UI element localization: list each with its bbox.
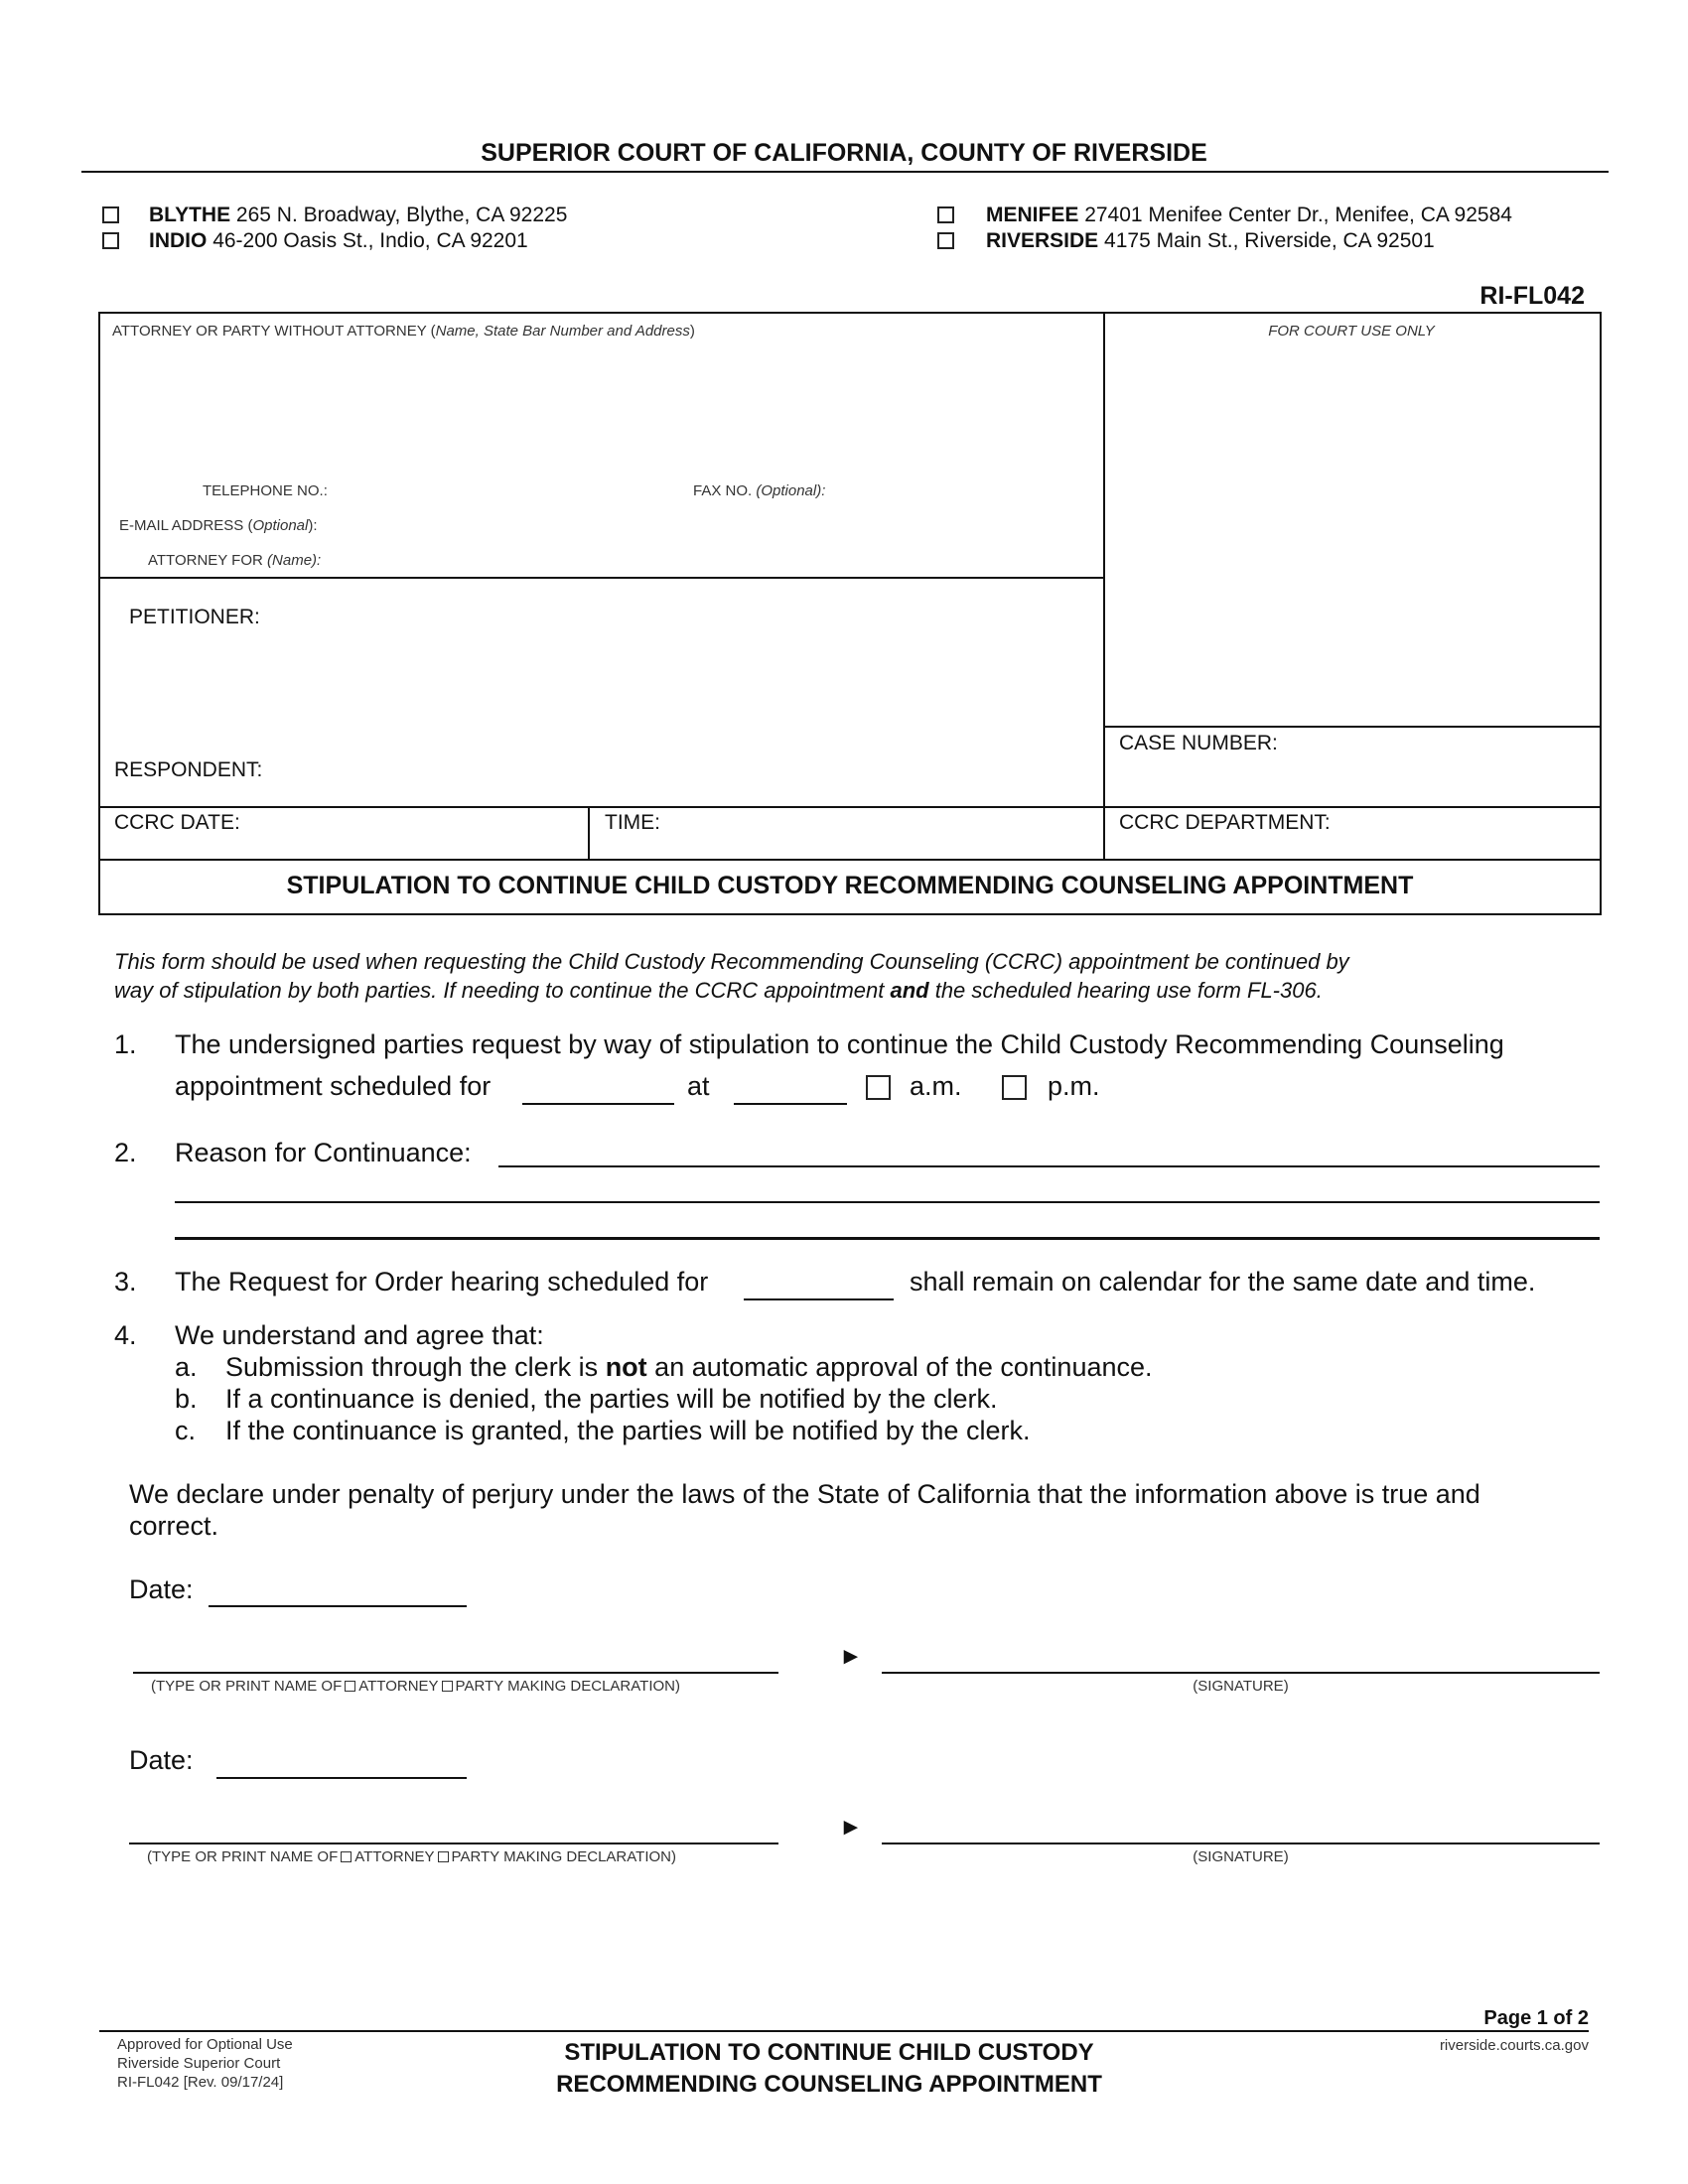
appointment-time-field[interactable] (734, 1103, 847, 1105)
date-field-1[interactable] (209, 1605, 467, 1607)
footer-rule (99, 2030, 1589, 2032)
page-number: Page 1 of 2 (1483, 2007, 1589, 2029)
caption-box (98, 312, 1602, 915)
form-title: STIPULATION TO CONTINUE CHILD CUSTODY RECOMMENDING COUNSELING APPOINTMENT (286, 872, 1414, 899)
am-label: a.m. (910, 1071, 962, 1101)
declaration-line-2: correct. (129, 1511, 219, 1541)
ccrc-date-label: CCRC DATE: (114, 811, 240, 834)
riverside-name: RIVERSIDE (986, 229, 1099, 252)
riverside-location (986, 229, 1435, 253)
email-label-text: E-MAIL ADDRESS ( (119, 517, 253, 534)
name-caption-1 (151, 1678, 680, 1695)
email-label (119, 517, 318, 534)
ccrc-date-divider (588, 806, 590, 860)
reason-line-2[interactable] (175, 1201, 1600, 1203)
item-4b-letter: b. (175, 1384, 198, 1414)
attorney-label-italic: Name, State Bar Number and Address (435, 323, 690, 340)
intro-line-2 (114, 976, 1349, 1005)
footer-website[interactable]: riverside.courts.ca.gov (1439, 2037, 1589, 2054)
blythe-location (149, 204, 567, 227)
name-field-2[interactable] (129, 1843, 778, 1844)
signature-field-1[interactable] (882, 1672, 1600, 1674)
blythe-address: 265 N. Broadway, Blythe, CA 92225 (235, 204, 568, 226)
appointment-date-field[interactable] (522, 1103, 674, 1105)
item-3-end: shall remain on calendar for the same date and time. (910, 1267, 1536, 1297)
intro-line-2c: the scheduled hearing use form FL-306. (928, 978, 1323, 1003)
item-2-number: 2. (114, 1138, 137, 1167)
item-1-line-1: The undersigned parties request by way of stipulation to continue the Child Custody Recommending Counseling (175, 1029, 1504, 1059)
footer-approved: Approved for Optional Use (117, 2036, 293, 2053)
blythe-name: BLYTHE (149, 204, 231, 226)
date-label-2: Date: (129, 1745, 194, 1775)
fax-label-text: FAX NO. (693, 482, 753, 499)
respondent-label: RESPONDENT: (114, 758, 263, 781)
attorney-label-text: ATTORNEY OR PARTY WITHOUT ATTORNEY ( (112, 323, 436, 340)
fax-label (693, 482, 825, 499)
name-caption-1-b: ATTORNEY (358, 1678, 439, 1695)
item-4c-letter: c. (175, 1416, 197, 1445)
name-caption-2 (147, 1848, 676, 1865)
indio-address: 46-200 Oasis St., Indio, CA 92201 (212, 229, 528, 252)
menifee-location (986, 204, 1512, 227)
footer-court: Riverside Superior Court (117, 2055, 281, 2072)
intro-line-2a: way of stipulation by both parties. If needing to continue the CCRC appointment (114, 978, 891, 1003)
item-4b-text: If a continuance is denied, the parties will be notified by the clerk. (225, 1384, 998, 1414)
case-number-top-rule (1103, 726, 1600, 728)
item-1-line-2: appointment scheduled for (175, 1071, 492, 1101)
attorney-for-name: (Name): (267, 552, 322, 569)
footer-rev: RI-FL042 [Rev. 09/17/24] (117, 2074, 284, 2091)
name-field-1[interactable] (133, 1672, 778, 1674)
riverside-checkbox[interactable] (937, 232, 954, 249)
blythe-checkbox[interactable] (102, 206, 119, 223)
petitioner-label: PETITIONER: (129, 606, 260, 628)
signature-caption-2: (SIGNATURE) (1193, 1848, 1289, 1865)
riverside-address: 4175 Main St., Riverside, CA 92501 (1104, 229, 1435, 252)
menifee-address: 27401 Menifee Center Dr., Menifee, CA 92584 (1084, 204, 1512, 226)
attorney-for-label (148, 552, 321, 569)
item-1-number: 1. (114, 1029, 137, 1059)
declaration-text (129, 1478, 1480, 1542)
item-3-text: The Request for Order hearing scheduled for (175, 1267, 709, 1297)
menifee-name: MENIFEE (986, 204, 1079, 226)
menifee-checkbox[interactable] (937, 206, 954, 223)
footer-approval (117, 2035, 293, 2092)
attorney-bottom-rule (98, 577, 1104, 579)
item-4a-not: not (605, 1352, 647, 1382)
footer-title-line-2: RECOMMENDING COUNSELING APPOINTMENT (556, 2071, 1102, 2098)
court-title: SUPERIOR COURT OF CALIFORNIA, COUNTY OF RIVERSIDE (481, 139, 1207, 167)
pm-label: p.m. (1048, 1071, 1100, 1101)
attorney-for-text: ATTORNEY FOR (148, 552, 263, 569)
item-1-at: at (687, 1071, 710, 1101)
indio-name: INDIO (149, 229, 208, 252)
time-label: TIME: (605, 811, 660, 834)
fax-optional: (Optional): (756, 482, 826, 499)
signature-caption-1: (SIGNATURE) (1193, 1678, 1289, 1695)
name-caption-2-a: (TYPE OR PRINT NAME OF (147, 1848, 339, 1865)
header-rule (81, 171, 1609, 173)
item-4c-text: If the continuance is granted, the parties will be notified by the clerk. (225, 1416, 1031, 1445)
item-4a-post: an automatic approval of the continuance. (646, 1352, 1153, 1382)
date-label-1: Date: (129, 1574, 194, 1604)
arrow-2: ► (839, 1814, 863, 1841)
indio-checkbox[interactable] (102, 232, 119, 249)
intro-line-1: This form should be used when requesting the Child Custody Recommending Counseling (CCRC) appointment be continued by (114, 949, 1349, 974)
attorney-label-end: ) (689, 323, 695, 340)
item-4a-letter: a. (175, 1352, 198, 1382)
reason-line-1[interactable] (498, 1165, 1600, 1167)
email-optional: Optional (252, 517, 309, 534)
am-checkbox[interactable] (866, 1075, 891, 1100)
email-label-end: ): (308, 517, 318, 534)
footer-title (467, 2037, 1192, 2101)
title-row-top-rule (98, 859, 1600, 861)
indio-location (149, 229, 528, 253)
ccrc-department-label: CCRC DEPARTMENT: (1119, 811, 1331, 834)
party-checkbox-2[interactable] (438, 1851, 449, 1862)
intro-and: and (890, 978, 929, 1003)
name-caption-2-b: ATTORNEY (354, 1848, 435, 1865)
hearing-date-field[interactable] (744, 1298, 894, 1300)
arrow-1: ► (839, 1643, 863, 1670)
court-use-label: FOR COURT USE ONLY (1268, 323, 1435, 340)
name-caption-2-c: PARTY MAKING DECLARATION) (451, 1848, 676, 1865)
case-number-label: CASE NUMBER: (1119, 732, 1278, 754)
name-caption-1-c: PARTY MAKING DECLARATION) (455, 1678, 680, 1695)
form-code: RI-FL042 (1479, 282, 1585, 310)
telephone-label: TELEPHONE NO.: (203, 482, 328, 499)
attorney-label (112, 323, 695, 340)
item-2-text: Reason for Continuance: (175, 1138, 472, 1167)
signature-field-2[interactable] (882, 1843, 1600, 1844)
caption-vertical-divider (1103, 312, 1105, 860)
footer-title-line-1: STIPULATION TO CONTINUE CHILD CUSTODY (564, 2039, 1094, 2066)
intro-text (114, 947, 1349, 1005)
declaration-line-1: We declare under penalty of perjury under the laws of the State of California that the information above is true and (129, 1479, 1480, 1509)
date-field-2[interactable] (216, 1777, 467, 1779)
attorney-checkbox-1[interactable] (345, 1681, 355, 1692)
reason-line-3[interactable] (175, 1237, 1600, 1240)
item-4a-pre: Submission through the clerk is (225, 1352, 606, 1382)
item-4-text: We understand and agree that: (175, 1320, 544, 1350)
item-4a-text (225, 1352, 1153, 1383)
attorney-checkbox-2[interactable] (341, 1851, 352, 1862)
item-3-number: 3. (114, 1267, 137, 1297)
name-caption-1-a: (TYPE OR PRINT NAME OF (151, 1678, 343, 1695)
pm-checkbox[interactable] (1002, 1075, 1027, 1100)
ccrc-row-top-rule (98, 806, 1600, 808)
party-checkbox-1[interactable] (442, 1681, 453, 1692)
item-4-number: 4. (114, 1320, 137, 1350)
